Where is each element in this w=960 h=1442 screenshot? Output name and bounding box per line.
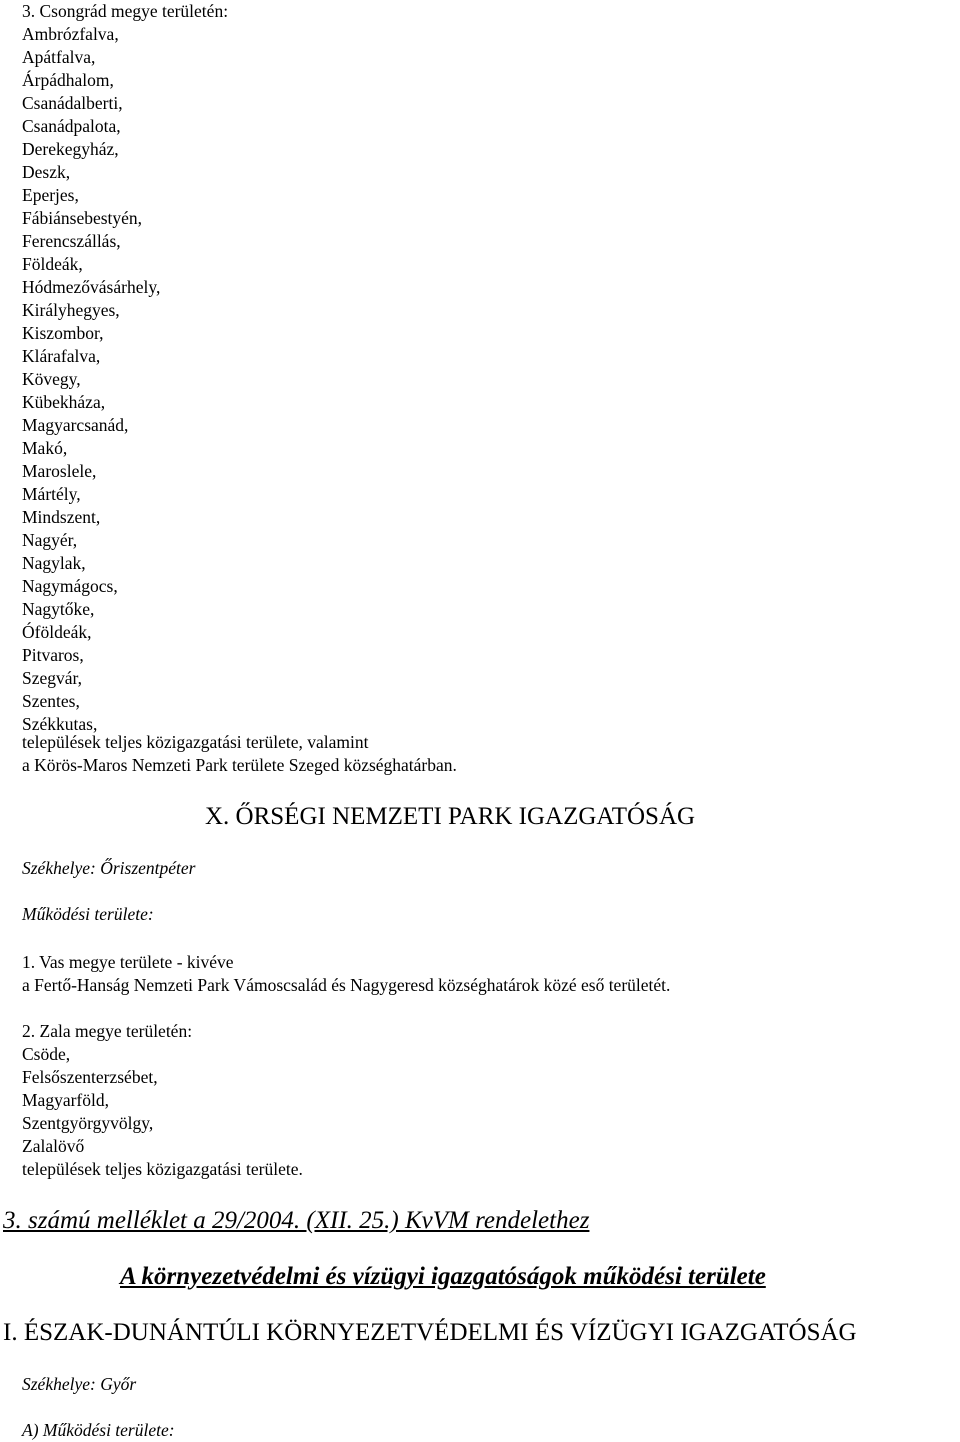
town-item: Magyarcsanád,: [22, 415, 129, 435]
town-item: Fábiánsebestyén,: [22, 208, 143, 228]
town-item: Csanádalberti,: [22, 93, 123, 113]
town-item: Apátfalva,: [22, 47, 96, 67]
town-item: Klárafalva,: [22, 346, 101, 366]
town-item: Nagylak,: [22, 553, 86, 573]
town-item: Pitvaros,: [22, 645, 84, 665]
town-item: Árpádhalom,: [22, 70, 114, 90]
orseg-zala-closing: települések teljes közigazgatási területe.: [22, 1159, 303, 1179]
town-item: Kübekháza,: [22, 392, 106, 412]
csongrad-closing-2: a Körös-Maros Nemzeti Park területe Szeged községhatárban.: [22, 755, 457, 775]
town-item: Csöde,: [22, 1044, 71, 1064]
town-item: Szentgyörgyvölgy,: [22, 1113, 154, 1133]
orseg-title: X. ŐRSÉGI NEMZETI PARK IGAZGATÓSÁG: [205, 803, 696, 830]
town-item: Hódmezővásárhely,: [22, 277, 161, 297]
annex-seat: Székhelye: Győr: [22, 1374, 137, 1394]
town-item: Mártély,: [22, 484, 81, 504]
town-item: Királyhegyes,: [22, 300, 120, 320]
town-item: Székkutas,: [22, 714, 98, 734]
town-item: Ferencszállás,: [22, 231, 121, 251]
town-item: Nagytőke,: [22, 599, 95, 619]
annex-title: 3. számú melléklet a 29/2004. (XII. 25.) KvVM rendelethez: [3, 1207, 590, 1234]
town-item: Nagyér,: [22, 530, 78, 550]
town-item: Csanádpalota,: [22, 116, 121, 136]
annex-main-title: A környezetvédelmi és vízügyi igazgatóságok működési területe: [120, 1263, 766, 1290]
town-item: Kiszombor,: [22, 323, 104, 343]
town-item: Kövegy,: [22, 369, 81, 389]
town-item: Magyarföld,: [22, 1090, 109, 1110]
csongrad-heading: 3. Csongrád megye területén:: [22, 1, 229, 21]
town-item: Óföldeák,: [22, 622, 92, 642]
section-title: I. ÉSZAK-DUNÁNTÚLI KÖRNYEZETVÉDELMI ÉS VÍZÜGYI IGAZGATÓSÁG: [3, 1319, 857, 1346]
town-item: Mindszent,: [22, 507, 101, 527]
csongrad-closing-1: települések teljes közigazgatási területe, valamint: [22, 732, 369, 752]
town-item: Szegvár,: [22, 668, 83, 688]
town-item: Nagymágocs,: [22, 576, 118, 596]
town-item: Eperjes,: [22, 185, 79, 205]
town-item: Maroslele,: [22, 461, 97, 481]
town-item: Derekegyház,: [22, 139, 119, 159]
orseg-seat: Székhelye: Őriszentpéter: [22, 858, 196, 878]
town-item: Felsőszenterzsébet,: [22, 1067, 158, 1087]
orseg-area-label: Működési területe:: [22, 904, 154, 924]
town-item: Szentes,: [22, 691, 80, 711]
town-item: Ambrózfalva,: [22, 24, 119, 44]
orseg-vas-line-2: a Fertő-Hanság Nemzeti Park Vámoscsalád és Nagygeresd községhatárok közé eső területét.: [22, 975, 671, 995]
annex-area-label: A) Működési területe:: [22, 1420, 175, 1440]
orseg-zala-heading: 2. Zala megye területén:: [22, 1021, 193, 1041]
town-item: Zalalövő: [22, 1136, 85, 1156]
town-item: Makó,: [22, 438, 68, 458]
town-item: Földeák,: [22, 254, 83, 274]
town-item: Deszk,: [22, 162, 71, 182]
orseg-vas-line-1: 1. Vas megye területe - kivéve: [22, 952, 234, 972]
